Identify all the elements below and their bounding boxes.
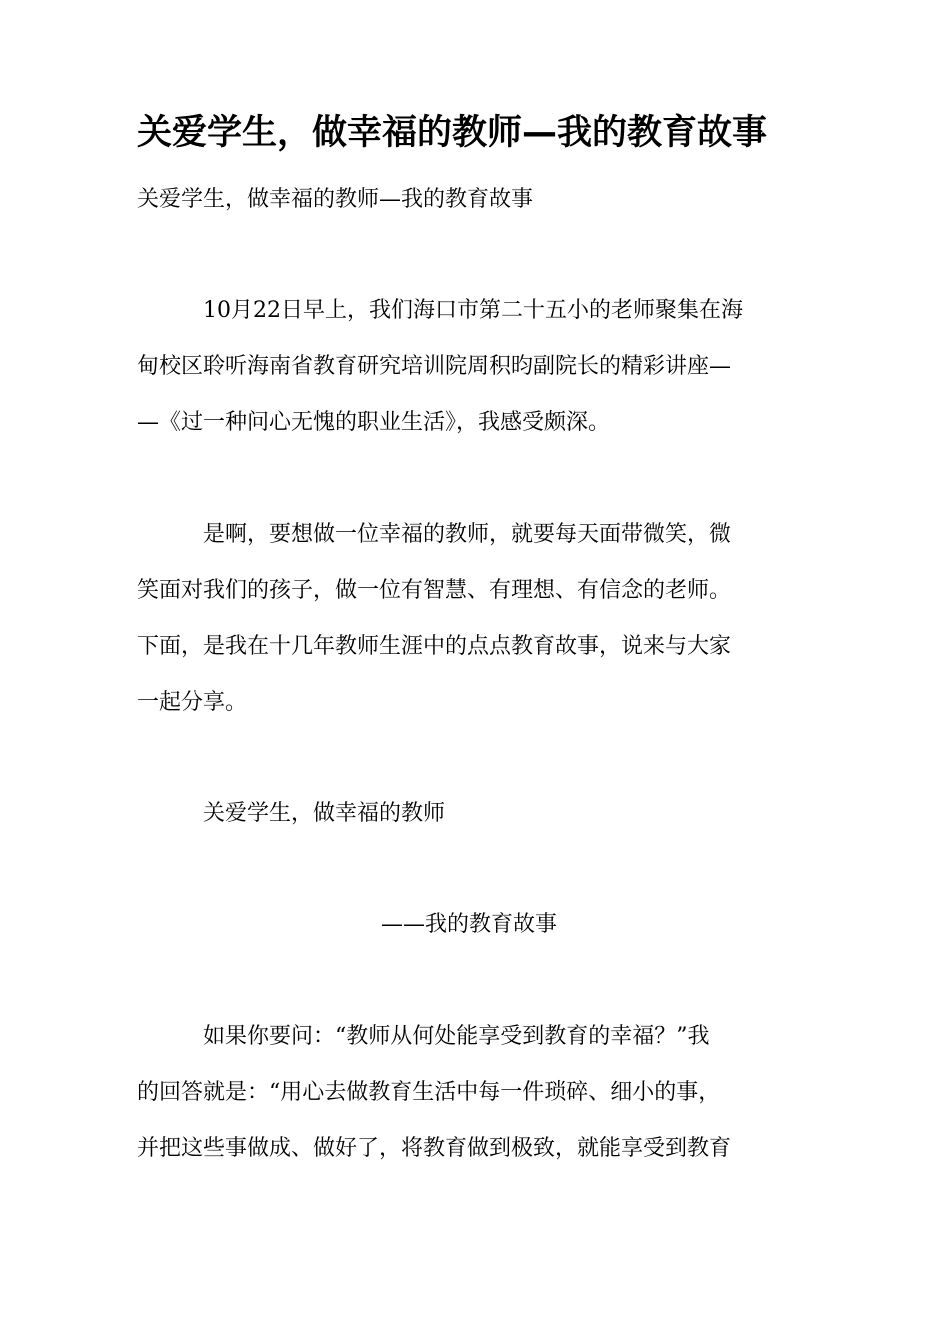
section-heading: 关爱学生，做幸福的教师 [203,801,446,826]
paragraph-2-line-4: 一起分享。 [137,690,248,715]
paragraph-2-line-3: 下面，是我在十几年教师生涯中的点点教育故事，说来与大家 [137,634,732,659]
paragraph-1-line-3: —《过一种问心无愧的职业生活》，我感受颇深。 [137,410,611,435]
paragraph-1-line-1: 10月22日早上，我们海口市第二十五小的老师聚集在海 [203,298,743,323]
paragraph-2-line-1: 是啊，要想做一位幸福的教师，就要每天面带微笑，微 [203,522,732,547]
paragraph-3-line-1: 如果你要问：“教师从何处能享受到教育的幸福？”我 [203,1024,710,1049]
section-subheading: ——我的教育故事 [381,912,558,937]
paragraph-2-line-2: 笑面对我们的孩子，做一位有智慧、有理想、有信念的老师。 [137,578,732,603]
document-title: 关爱学生，做幸福的教师—我的教育故事 [137,113,768,153]
paragraph-3-line-2: 的回答就是：“用心去做教育生活中每一件琐碎、细小的事， [137,1080,721,1105]
document-subtitle: 关爱学生，做幸福的教师—我的教育故事 [137,187,534,212]
paragraph-1-line-2: 甸校区聆听海南省教育研究培训院周积昀副院长的精彩讲座— [137,354,732,379]
paragraph-3-line-3: 并把这些事做成、做好了，将教育做到极致，就能享受到教育 [137,1136,732,1161]
